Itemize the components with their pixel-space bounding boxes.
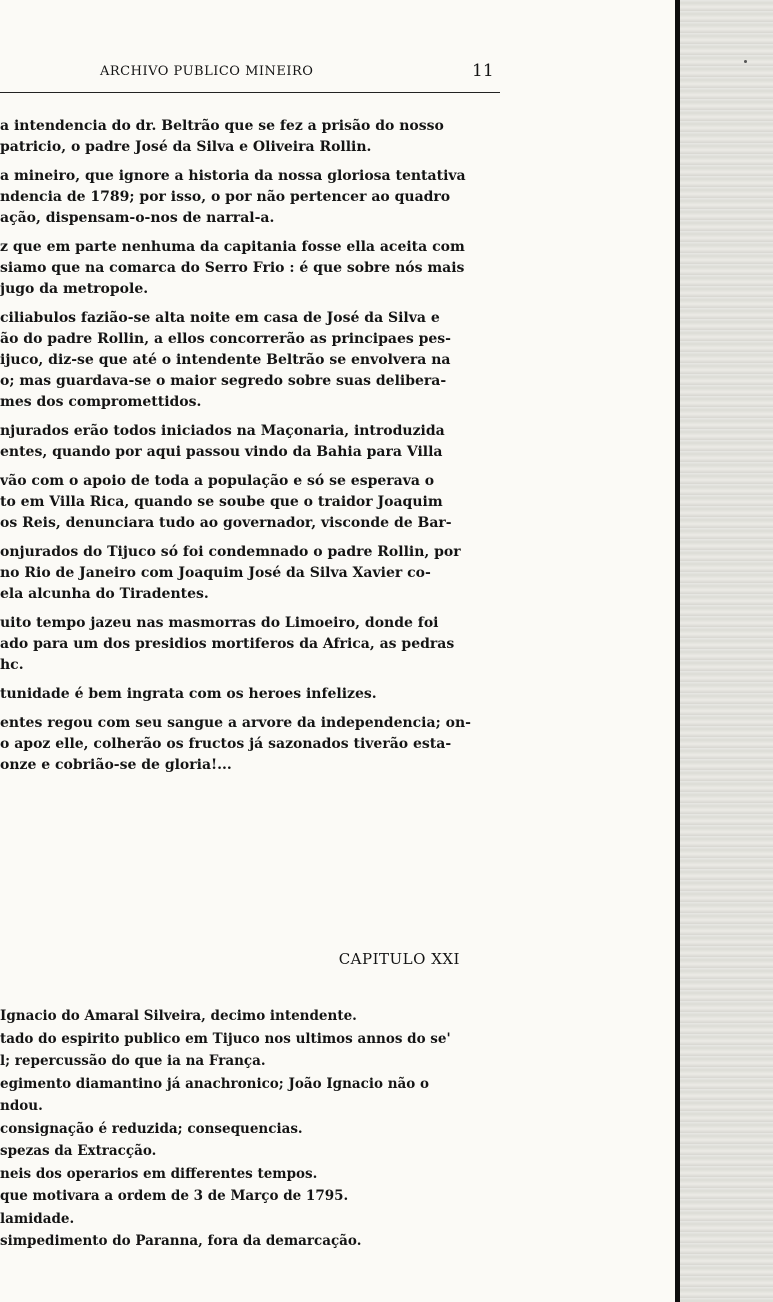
summary-item xyxy=(0,1230,520,1253)
text-line: neis dos operarios em differentes tempos. xyxy=(0,1165,318,1182)
text-line: hc. xyxy=(0,657,24,673)
text-line: a intendencia do dr. Beltrão que se fez a prisão do nosso xyxy=(0,118,444,134)
paragraph xyxy=(0,471,510,534)
text-line: l; repercussão do que ia na França. xyxy=(0,1053,266,1069)
paragraph xyxy=(0,421,510,463)
summary-item xyxy=(0,1005,520,1028)
text-line: o; mas guardava-se o maior segredo sobre suas delibera- xyxy=(0,373,447,389)
text-line: entes regou com seu sangue a arvore da independencia; on- xyxy=(0,715,471,731)
paragraph xyxy=(0,166,510,229)
text-line: ão do padre Rollin, a ellos concorrerão as principaes pes- xyxy=(0,331,451,347)
text-line: a mineiro, que ignore a historia da nossa gloriosa tentativa xyxy=(0,168,466,184)
text-line: uito tempo jazeu nas masmorras do Limoeiro, donde foi xyxy=(0,615,439,631)
paragraph xyxy=(0,684,510,705)
text-line: njurados erão todos iniciados na Maçonaria, introduzida xyxy=(0,423,445,439)
paragraph xyxy=(0,237,510,300)
page-number: 11 xyxy=(472,61,494,81)
text-line: egimento diamantino já anachronico; João Ignacio não o xyxy=(0,1075,429,1092)
summary-item xyxy=(0,1028,520,1073)
running-head xyxy=(0,61,520,84)
summary-item xyxy=(0,1118,520,1141)
summary-item xyxy=(0,1140,520,1163)
text-line: ela alcunha do Tiradentes. xyxy=(0,586,209,602)
text-line: simpedimento do Paranna, fora da demarcação. xyxy=(0,1233,362,1249)
text-line: no Rio de Janeiro com Joaquim José da Silva Xavier co- xyxy=(0,565,431,581)
running-title: ARCHIVO PUBLICO MINEIRO xyxy=(100,64,314,79)
text-line: lamidade. xyxy=(0,1210,75,1227)
text-line: to em Villa Rica, quando se soube que o traidor Joaquim xyxy=(0,494,443,510)
summary-item xyxy=(0,1163,520,1186)
text-line: z que em parte nenhuma da capitania fosse ella aceita com xyxy=(0,239,465,255)
text-line: tado do espirito publico em Tijuco nos ultimos annos do se' xyxy=(0,1030,451,1047)
body-text xyxy=(0,116,510,784)
text-line: os Reis, denunciara tudo ao governador, visconde de Bar- xyxy=(0,515,452,531)
text-line: ciliabulos fazião-se alta noite em casa de José da Silva e xyxy=(0,310,440,326)
facing-page-edge xyxy=(675,0,773,1302)
paragraph xyxy=(0,542,510,605)
text-line: ijuco, diz-se que até o intendente Beltrão se envolvera na xyxy=(0,352,451,368)
text-line: que motivara a ordem de 3 de Março de 1795. xyxy=(0,1188,349,1204)
paragraph xyxy=(0,308,510,413)
text-line: vão com o apoio de toda a população e só se esperava o xyxy=(0,473,435,489)
chapter-heading: CAPITULO XXI xyxy=(338,950,460,968)
text-line: siamo que na comarca do Serro Frio : é que sobre nós mais xyxy=(0,260,465,276)
summary-item xyxy=(0,1208,520,1231)
text-line: o apoz elle, colherão os fructos já sazonados tiverão esta- xyxy=(0,736,452,752)
text-line: spezas da Extracção. xyxy=(0,1143,157,1159)
summary-item xyxy=(0,1073,520,1118)
text-line: ado para um dos presidios mortiferos da Africa, as pedras xyxy=(0,636,455,652)
speck-mark xyxy=(744,60,747,63)
text-line: ndencia de 1789; por isso, o por não pertencer ao quadro xyxy=(0,189,451,205)
text-line: consignação é reduzida; consequencias. xyxy=(0,1120,303,1137)
text-line: patricio, o padre José da Silva e Oliveira Rollin. xyxy=(0,139,372,155)
paragraph xyxy=(0,613,510,676)
text-line: ação, dispensam-o-nos de narral-a. xyxy=(0,210,275,226)
paragraph xyxy=(0,713,510,776)
chapter-summary xyxy=(0,1005,520,1253)
text-line: mes dos compromettidos. xyxy=(0,394,202,410)
text-line: tunidade é bem ingrata com os heroes infelizes. xyxy=(0,686,377,702)
text-line: Ignacio do Amaral Silveira, decimo intendente. xyxy=(0,1008,357,1024)
summary-item xyxy=(0,1185,520,1208)
text-line: onjurados do Tijuco só foi condemnado o padre Rollin, por xyxy=(0,544,461,560)
text-line: ndou. xyxy=(0,1098,43,1114)
text-line: entes, quando por aqui passou vindo da Bahia para Villa xyxy=(0,444,443,460)
header-rule xyxy=(0,92,500,93)
text-line: jugo da metropole. xyxy=(0,281,149,297)
paragraph xyxy=(0,116,510,158)
page-gutter-line xyxy=(675,0,680,1302)
text-line: onze e cobrião-se de gloria!... xyxy=(0,757,232,773)
